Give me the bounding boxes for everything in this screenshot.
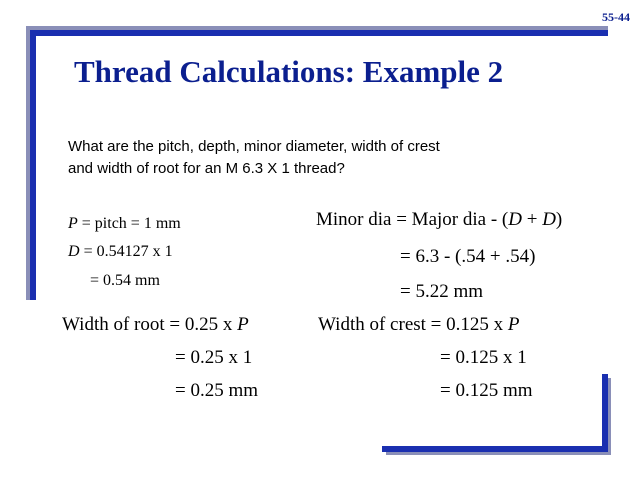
frame-right-bar: [602, 374, 608, 450]
crest-width-step: = 0.125 x 1: [440, 347, 527, 368]
minor-dia-step: = 6.3 - (.54 + .54): [400, 246, 536, 267]
pitch-variable: P: [68, 215, 78, 232]
question-line-1: What are the pitch, depth, minor diameter, width of crest: [68, 138, 440, 155]
slide-title: Thread Calculations: Example 2: [74, 54, 504, 89]
crest-width-equation: [318, 314, 520, 336]
minor-dia-var-2: D: [542, 209, 556, 230]
minor-dia-prefix: Minor dia = Major dia - (: [316, 209, 509, 230]
question-text: [68, 136, 588, 180]
minor-dia-plus: +: [521, 209, 543, 230]
crest-width-result: = 0.125 mm: [440, 380, 533, 401]
root-width-equation: [62, 314, 249, 336]
minor-dia-var-1: D: [508, 209, 522, 230]
frame-left-bar: [30, 30, 36, 300]
depth-variable: D: [68, 243, 80, 260]
page-number: 55-44: [602, 10, 630, 24]
depth-expression: = 0.54127 x 1: [79, 243, 173, 260]
root-width-step: = 0.25 x 1: [175, 347, 253, 368]
root-width-expression: Width of root = 0.25 x: [62, 314, 238, 335]
pitch-equation: [68, 215, 181, 233]
crest-width-expression: Width of crest = 0.125 x: [318, 314, 508, 335]
depth-result: = 0.54 mm: [90, 272, 160, 289]
depth-equation: [68, 243, 173, 261]
minor-dia-equation: [316, 209, 562, 231]
minor-dia-suffix: ): [555, 209, 563, 230]
frame-top-bar: [34, 30, 608, 36]
question-line-2: and width of root for an M 6.3 X 1 thread?: [68, 160, 345, 177]
pitch-expression: = pitch = 1 mm: [77, 215, 181, 232]
root-width-result: = 0.25 mm: [175, 380, 259, 401]
root-width-variable: P: [237, 314, 249, 335]
minor-dia-result: = 5.22 mm: [400, 281, 484, 302]
frame-bottom-bar: [382, 446, 608, 452]
crest-width-variable: P: [507, 314, 520, 335]
